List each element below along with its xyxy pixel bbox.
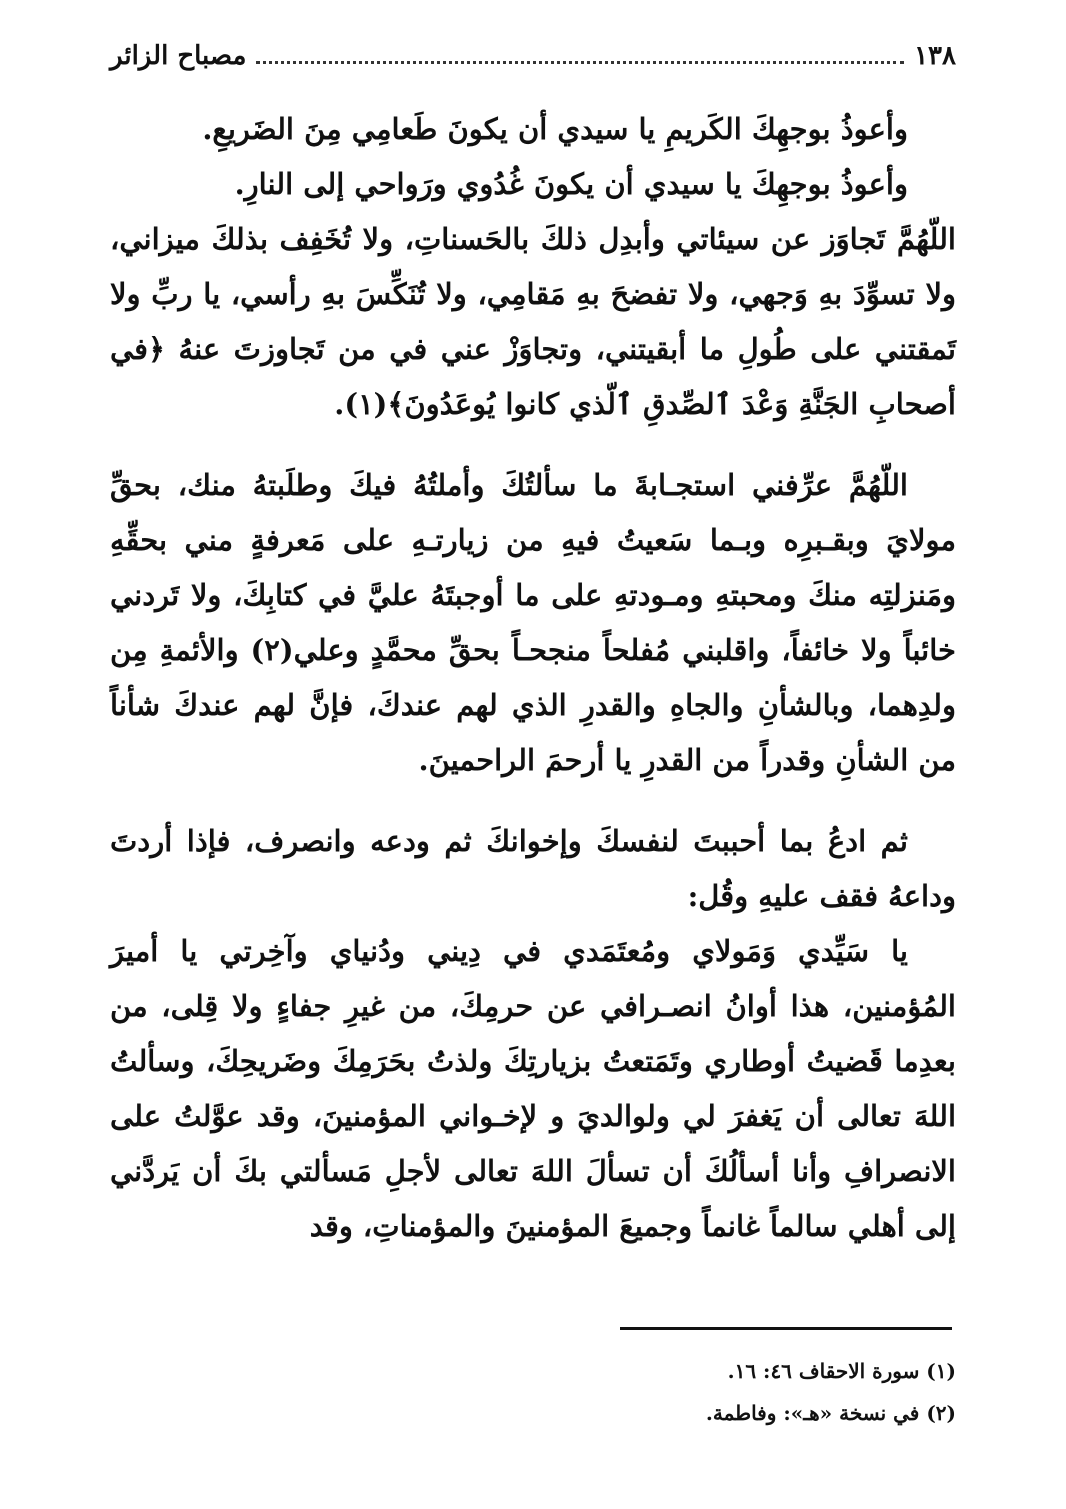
paragraph-farewell-prayer: يا سَيِّدي وَمَولاي ومُعتَمَدي في دِيني ودُنياي وآخِرتي يا أميرَ المُؤمنين، هذا أوانُ انصـرافي عن حرمِكَ، من غيرِ جفاءٍ ولا قِلى، من بعدِما قَضيتُ أوطاري وتَمَتعتُ بزيارتِكَ ولذتُ بحَرَمِكَ وضَريحِكَ، وسألتُ اللهَ تعالى أن يَغفرَ لي ولوالديَ و لإخـواني المؤمنينَ، وقد عوَّلتُ على الانصرافِ وأنا أسألُكَ أن تسألَ اللهَ تعالى لأجلِ مَسألتي بكَ أن يَردَّني إلى أهلي سالماً غانماً وجميعَ المؤمنينَ والمؤمناتِ، وقد <box>110 934 956 1243</box>
page-header <box>110 36 956 76</box>
footnote-separator <box>620 1327 952 1330</box>
header-dotted-leader <box>256 61 904 64</box>
footnote-2: (٢) في نسخة «هـ»: وفاطمة. <box>705 1401 956 1425</box>
paragraph-refuge-fire: وأعوذُ بوجهِكَ يا سيدي أن يكونَ غُدُوي ورَواحي إلى النارِ. <box>234 167 908 201</box>
paragraph-refuge-food: وأعوذُ بوجهِكَ الكَريمِ يا سيدي أن يكونَ طَعامِي مِنَ الضَريعِ. <box>202 112 908 146</box>
main-text <box>110 102 956 1254</box>
paragraph-forgiveness: اللّهُمَّ تَجاوَز عن سيئاتي وأبدِل ذلكَ بالحَسناتِ، ولا تُخَفِف بذلكَ ميزاني، ولا تسوِّدَ بهِ وَجهي، ولا تفضحَ بهِ مَقامِي، ولا تُنَكِّسَ بهِ رأسي، يا ربِّ ولا تَمقتني على طُولِ ما أبقيتني، وتجاوَزْ عني في من تَجاوزتَ عنهُ ﴿في أصحابِ الجَنَّةِ وَعْدَ ٱلصِّدقِ ٱلّذي كانوا يُوعَدُونَ﴾(١). <box>110 222 956 421</box>
footnotes <box>110 1350 956 1434</box>
paragraph-supplication: اللّهُمَّ عرِّفني استجـابةَ ما سألتُكَ وأملتُهُ فيكَ وطلَبتهُ منك، بحقِّ مولايَ وبقـبرِه وبـما سَعيتُ فيهِ من زيارتـهِ على مَعرفةٍ مني بحقِّهِ ومَنزلتِه منكَ ومحبتهِ ومـودتهِ على ما أوجبتَهُ عليَّ في كتابِكَ، ولا تَردني خائباً ولا خائفاً، واقلبني مُفلحاً منجحـاً بحقِّ محمَّدٍ وعلي(٢) والأئمةِ مِن ولدِهما، وبالشأنِ والجاهِ والقدرِ الذي لهم عندكَ، فإنَّ لهم عندكَ شأناً من الشأنِ وقدراً من القدرِ يا أرحمَ الراحمينَ. <box>110 468 956 777</box>
page-number: ١٣٨ <box>914 41 956 71</box>
book-title: مصباح الزائر <box>110 41 247 71</box>
footnote-1: (١) سورة الاحقاف ٤٦: ١٦. <box>727 1359 956 1383</box>
paragraph-farewell-instruction: ثم ادعُ بما أحببتَ لنفسكَ وإخوانكَ ثم ودعه وانصرف، فإذا أردتَ وداعهُ فقف عليهِ وقُل: <box>110 824 956 913</box>
